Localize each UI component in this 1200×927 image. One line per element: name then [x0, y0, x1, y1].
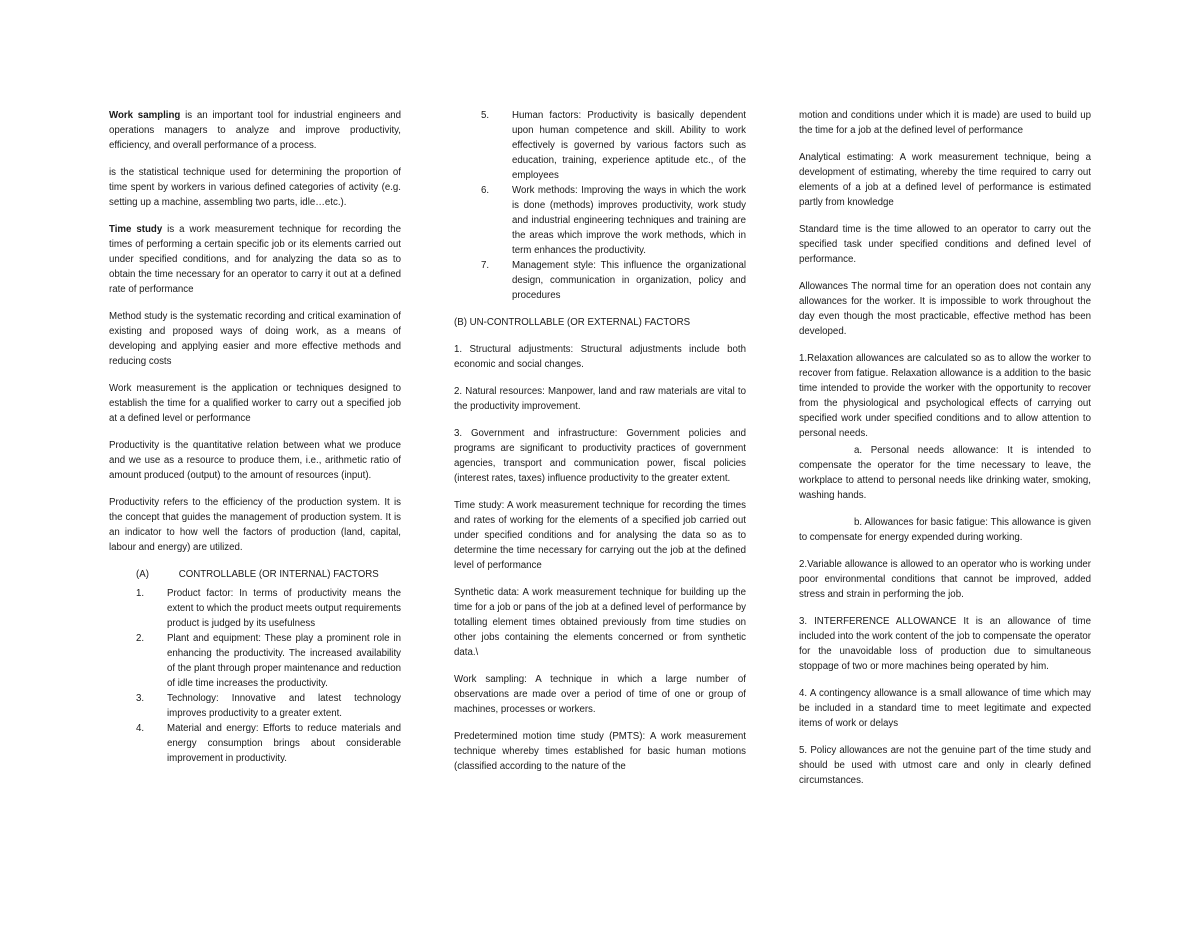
term-work-sampling: Work sampling — [109, 110, 181, 121]
controllable-factors-list-continued — [454, 108, 746, 303]
paragraph-relaxation-allowances: 1.Relaxation allowances are calculated so as to allow the worker to recover from fatigue. Relaxation allowance is a addition to the basic time intended to provide the worker with the opportunity to recover from the physiological and psychological effects of carrying out specified work under specified conditions and to allow attention to personal needs. — [799, 353, 1091, 439]
list-item-number: 6. — [481, 185, 490, 196]
term-time-study: Time study — [109, 224, 163, 235]
paragraph-work-sampling — [109, 108, 401, 153]
paragraph-analytical-estimating: Analytical estimating: A work measurement technique, being a development of estimating, whereby the time required to carry out elements of a job at a defined level of performance is estimated partly from knowledge — [799, 152, 1091, 208]
list-item-text: Work methods: Improving the ways in which the work is done (methods) improves productivity, work study and industrial engineering techniques and training are the areas which improve the work methods, which in term enhances the productivity. — [512, 185, 746, 256]
paragraph-contingency-allowance: 4. A contingency allowance is a small allowance of time which may be included in a standard time to meet legitimate and expected items of work or delays — [799, 688, 1091, 729]
list-item-text: Technology: Innovative and latest technology improves productivity to a greater extent. — [167, 693, 401, 719]
paragraph-productivity-efficiency: Productivity refers to the efficiency of the production system. It is the concept that guides the management of production system. It is an indicator to how well the factors of production (land, capital, labour and energy) are utilized. — [109, 497, 401, 553]
list-item-text: Plant and equipment: These play a prominent role in enhancing the productivity. The increased availability of the plant through proper maintenance and reduction of idle time increases the productivity. — [167, 633, 401, 689]
paragraph-work-sampling-technique: Work sampling: A technique in which a large number of observations are made over a period of time of one or group of machines, processes or workers. — [454, 674, 746, 715]
controllable-factors-list — [109, 586, 401, 766]
list-item — [109, 721, 401, 766]
list-item-number: 2. — [136, 633, 145, 644]
list-item-number: 7. — [481, 260, 490, 271]
list-item-text: Management style: This influence the organizational design, communication in organization, policy and procedures — [512, 260, 746, 301]
paragraph-statistical-technique: is the statistical technique used for determining the proportion of time spent by workers in various defined categories of activity (e.g. setting up a machine, assembling two parts, idle…etc.). — [109, 167, 401, 208]
paragraph-structural-adjustments: 1. Structural adjustments: Structural adjustments include both economic and social changes. — [454, 344, 746, 370]
list-item — [109, 631, 401, 691]
paragraph-policy-allowances: 5. Policy allowances are not the genuine part of the time study and should be used with utmost care and only in clearly defined circumstances. — [799, 745, 1091, 786]
list-item-text: Product factor: In terms of productivity means the extent to which the product meets output requirements product is judged by its usefulness — [167, 588, 401, 629]
paragraph-time-study-definition: Time study: A work measurement technique for recording the times and rates of working for the elements of a specified job carried out under specified conditions and for analysing the data so as to determine the time necessary for carrying out the job at the defined level of performance — [454, 500, 746, 571]
column-1 — [109, 108, 401, 778]
column-2 — [454, 108, 746, 786]
paragraph-personal-needs-allowance: a. Personal needs allowance: It is intended to compensate the operator for the time necessary to leave, the workplace to attend to personal needs like drinking water, smoking, washing hands. — [799, 445, 1091, 501]
paragraph-method-study: Method study is the systematic recording and critical examination of existing and proposed ways of doing work, as a means of developing and applying easier and more effective methods and reducing costs — [109, 311, 401, 367]
list-item — [454, 183, 746, 258]
paragraph-pmts: Predetermined motion time study (PMTS): A work measurement technique whereby times established for basic human motions (classified according to the nature of the — [454, 731, 746, 772]
list-item-number: 1. — [136, 588, 145, 599]
paragraph-allowances: Allowances The normal time for an operation does not contain any allowances for the worker. It is impossible to work throughout the day even though the most practicable, effective method has been developed. — [799, 281, 1091, 337]
paragraph-productivity-definition: Productivity is the quantitative relation between what we produce and we use as a resource to produce them, i.e., arithmetic ratio of amount produced (output) to the amount of resources (input). — [109, 440, 401, 481]
paragraph-variable-allowance: 2.Variable allowance is allowed to an operator who is working under poor environmental conditions that cannot be improved, added stress and strain in performing the job. — [799, 559, 1091, 600]
section-heading-uncontrollable: (B) UN-CONTROLLABLE (OR EXTERNAL) FACTORS — [454, 317, 691, 328]
paragraph-basic-fatigue-allowance: b. Allowances for basic fatigue: This allowance is given to compensate for energy expended during working. — [799, 517, 1091, 543]
paragraph-text: is an important tool for industrial engineers and operations managers to analyze and improve productivity, efficiency, and overall performance of a process. — [109, 110, 402, 151]
list-item-text: Material and energy: Efforts to reduce materials and energy consumption brings about considerable improvement in productivity. — [167, 723, 401, 764]
paragraph-interference-allowance: 3. INTERFERENCE ALLOWANCE It is an allowance of time included into the work content of the job to compensate the operator for the unavoidable loss of production due to simultaneous stoppage of two or more machines being operated by him. — [799, 616, 1091, 672]
list-item-number: 3. — [136, 693, 145, 704]
list-item-number: 5. — [481, 110, 490, 121]
list-item — [454, 258, 746, 303]
list-item — [454, 108, 746, 183]
column-3 — [799, 108, 1091, 800]
list-item — [109, 586, 401, 631]
list-item-number: 4. — [136, 723, 145, 734]
paragraph-standard-time: Standard time is the time allowed to an operator to carry out the specified task under specified conditions and defined level of performance. — [799, 224, 1091, 265]
paragraph-text: is a work measurement technique for recording the times of performing a certain specific job or its elements carried out under specified conditions, and for analyzing the data so as to obtain the time necessary for an operator to carry it out at a defined rate of performance — [109, 224, 401, 295]
paragraph-synthetic-data: Synthetic data: A work measurement technique for building up the time for a job or pans of the job at a defined level of performance by totalling element times obtained previously from time studies on other jobs containing the elements concerned or from synthetic data.\ — [454, 587, 746, 658]
paragraph-work-measurement: Work measurement is the application or techniques designed to establish the time for a qualified worker to carry out a specified job at a defined level or performance — [109, 383, 401, 424]
list-item-text: Human factors: Productivity is basically dependent upon human competence and skill. Ability to work effectively is governed by various factors such as education, training, experience aptitude etc., of the employees — [512, 110, 746, 181]
paragraph-pmts-continued: motion and conditions under which it is made) are used to build up the time for a job at the defined level of performance — [799, 110, 1091, 136]
section-heading-controllable — [109, 567, 401, 582]
section-label: (A) — [136, 569, 149, 580]
list-item — [109, 691, 401, 721]
section-title: CONTROLLABLE (OR INTERNAL) FACTORS — [178, 569, 379, 580]
paragraph-natural-resources: 2. Natural resources: Manpower, land and raw materials are vital to the productivity improvement. — [454, 386, 746, 412]
paragraph-government-infrastructure: 3. Government and infrastructure: Government policies and programs are significant to productivity practices of government agencies, transport and communication power, fiscal policies (interest rates, taxes) influence productivity to the greater extent. — [454, 428, 746, 484]
paragraph-time-study — [109, 222, 401, 297]
